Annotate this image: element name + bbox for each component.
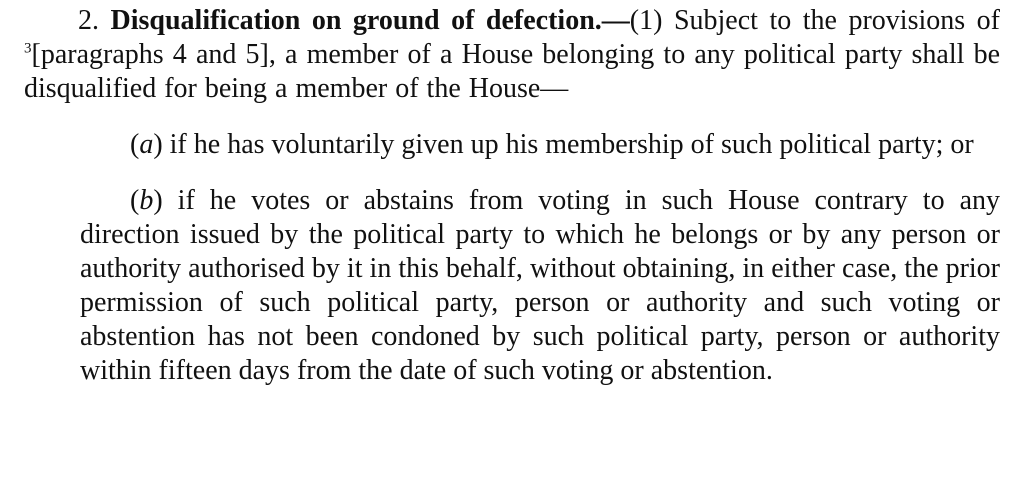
section-number: 2. xyxy=(78,5,99,36)
clause-b-text: if he votes or abstains from voting in such House contrary to any direction issued by the political party to which he belongs or by any person or authority authorised by it in this behalf, without obtaining, in either case, the prior permission of such political party, person or authority and such voting or abstention has not been condoned by such political party, person or authority within fifteen days from the date of such voting or abstention. xyxy=(80,185,1000,386)
section-intro-text-continued: [paragraphs 4 and 5], a member of a House belonging to any political party shall be disqualified for being a member of the House— xyxy=(24,39,1000,104)
heading-dash: — xyxy=(601,5,630,36)
clause-b: (b) if he votes or abstains from voting in such House contrary to any direction issued by the political party to which he belongs or by any person or authority authorised by it in this behalf, without obtaining, in either case, the prior permission of such political party, person or authority and such voting or abstention has not been condoned by such political party, person or authority within fifteen days from the date of such voting or abstention. xyxy=(80,185,1000,386)
clause-a: (a) if he has voluntarily given up his membership of such political party; or xyxy=(130,129,974,160)
clause-a-label: a xyxy=(139,129,154,160)
clause-b-label: b xyxy=(139,185,154,216)
clause-a-text: if he has voluntarily given up his membership of such political party; or xyxy=(162,129,974,160)
footnote-reference: 3 xyxy=(24,40,32,57)
section-heading: Disqualification on ground of defection. xyxy=(110,5,602,36)
document-body xyxy=(24,4,1000,388)
section-2-paragraph xyxy=(24,4,1000,106)
section-intro-text: Subject to the provisions of xyxy=(662,5,1000,36)
subsection-number: (1) xyxy=(629,5,663,36)
